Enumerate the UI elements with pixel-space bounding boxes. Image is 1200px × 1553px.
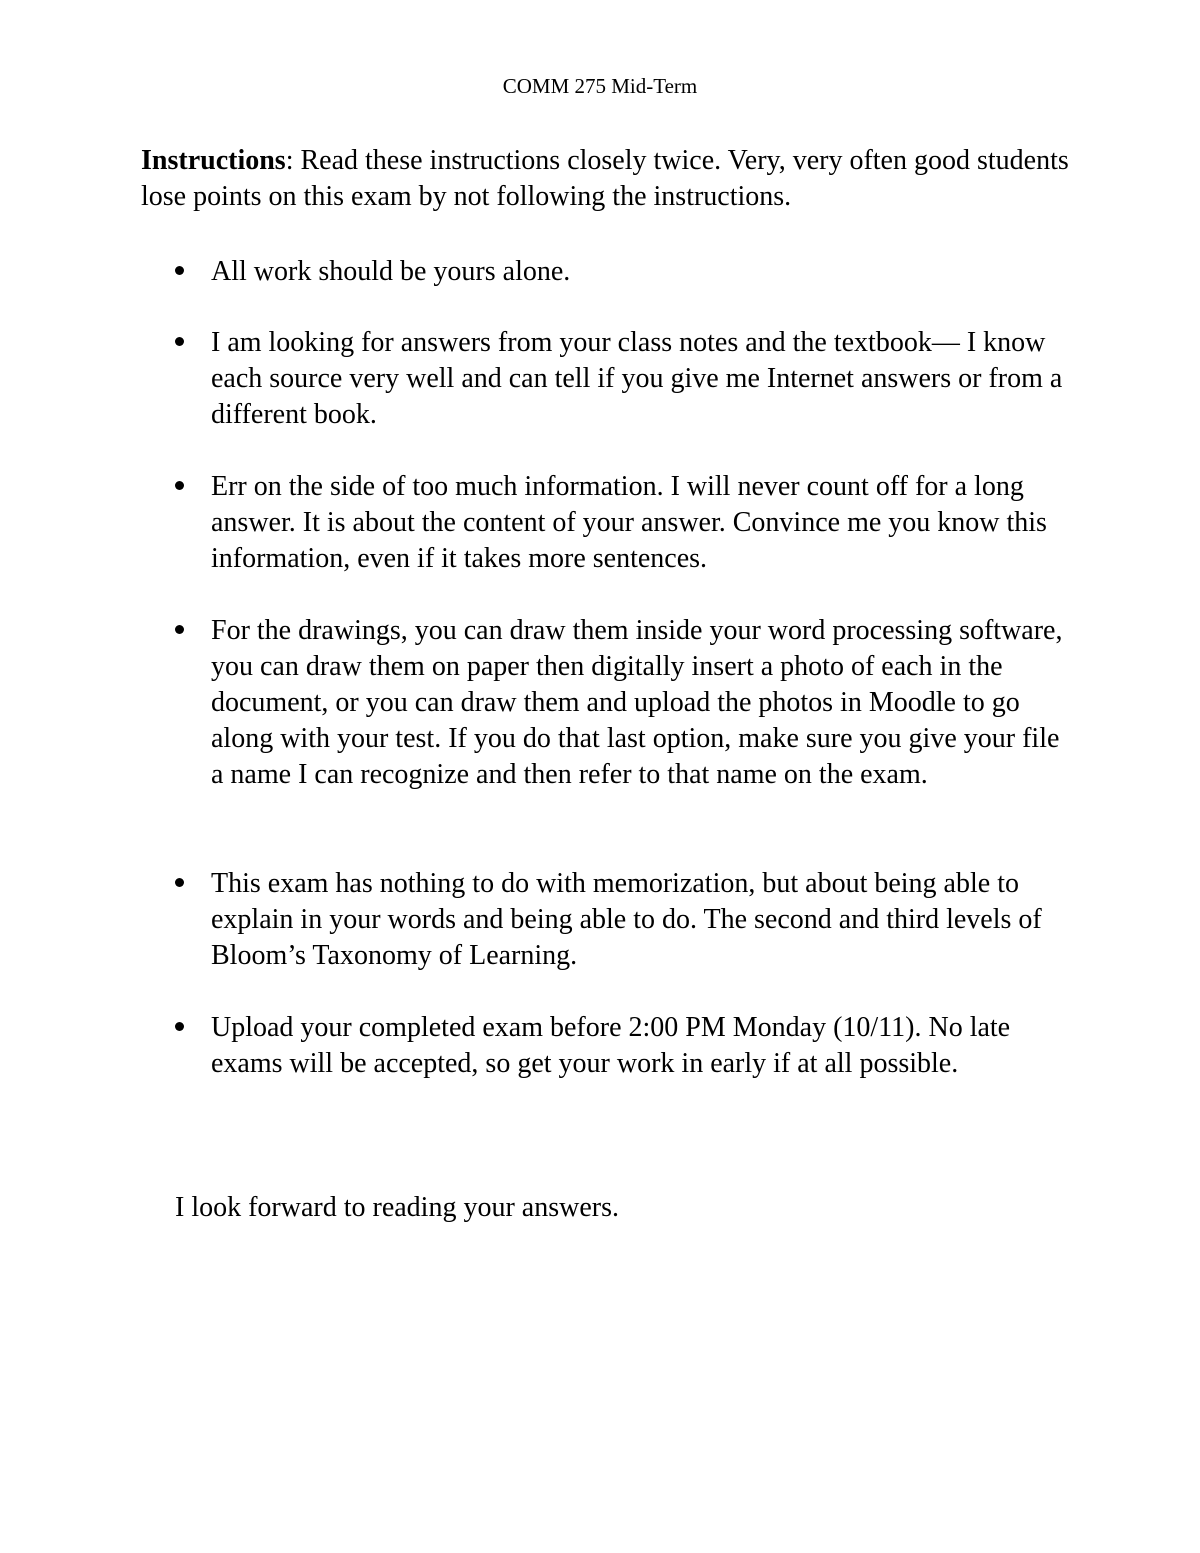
list-item-text: For the drawings, you can draw them inside your word processing software, you can draw them on paper then digitally insert a photo of each in the document, or you can draw them and upload the photos in Moodle to go along with your test. If you do that last option, make sure you give your file a name I can recognize and then refer to that name on the exam. (211, 615, 1063, 790)
instructions-intro (141, 143, 1081, 215)
bullet-icon (175, 481, 184, 490)
list-item-text: Err on the side of too much information. I will never count off for a long answer. It is about the content of your answer. Convince me you know this information, even if it takes more sentences. (211, 471, 1047, 574)
bullet-icon (175, 625, 184, 634)
bullet-icon (175, 266, 184, 275)
list-item-text: I am looking for answers from your class notes and the textbook— I know each source very well and can tell if you give me Internet answers or from a different book. (211, 327, 1063, 430)
instructions-label: Instructions (141, 145, 286, 176)
bullet-icon (175, 1022, 184, 1031)
closing-line: I look forward to reading your answers. (175, 1192, 619, 1223)
list-item-text: This exam has nothing to do with memorization, but about being able to explain in your words and being able to do. The second and third levels of Bloom’s Taxonomy of Learning. (211, 868, 1042, 971)
bullet-icon (175, 337, 184, 346)
page-header: COMM 275 Mid-Term (502, 74, 698, 98)
list-item-text: Upload your completed exam before 2:00 PM Monday (10/11). No late exams will be accepted, so get your work in early if at all possible. (211, 1012, 1011, 1079)
bullet-icon (175, 878, 184, 887)
list-item-text: All work should be yours alone. (211, 256, 571, 287)
instructions-text: : Read these instructions closely twice. Very, very often good students lose points on this exam by not following the instructions. (141, 145, 1069, 212)
